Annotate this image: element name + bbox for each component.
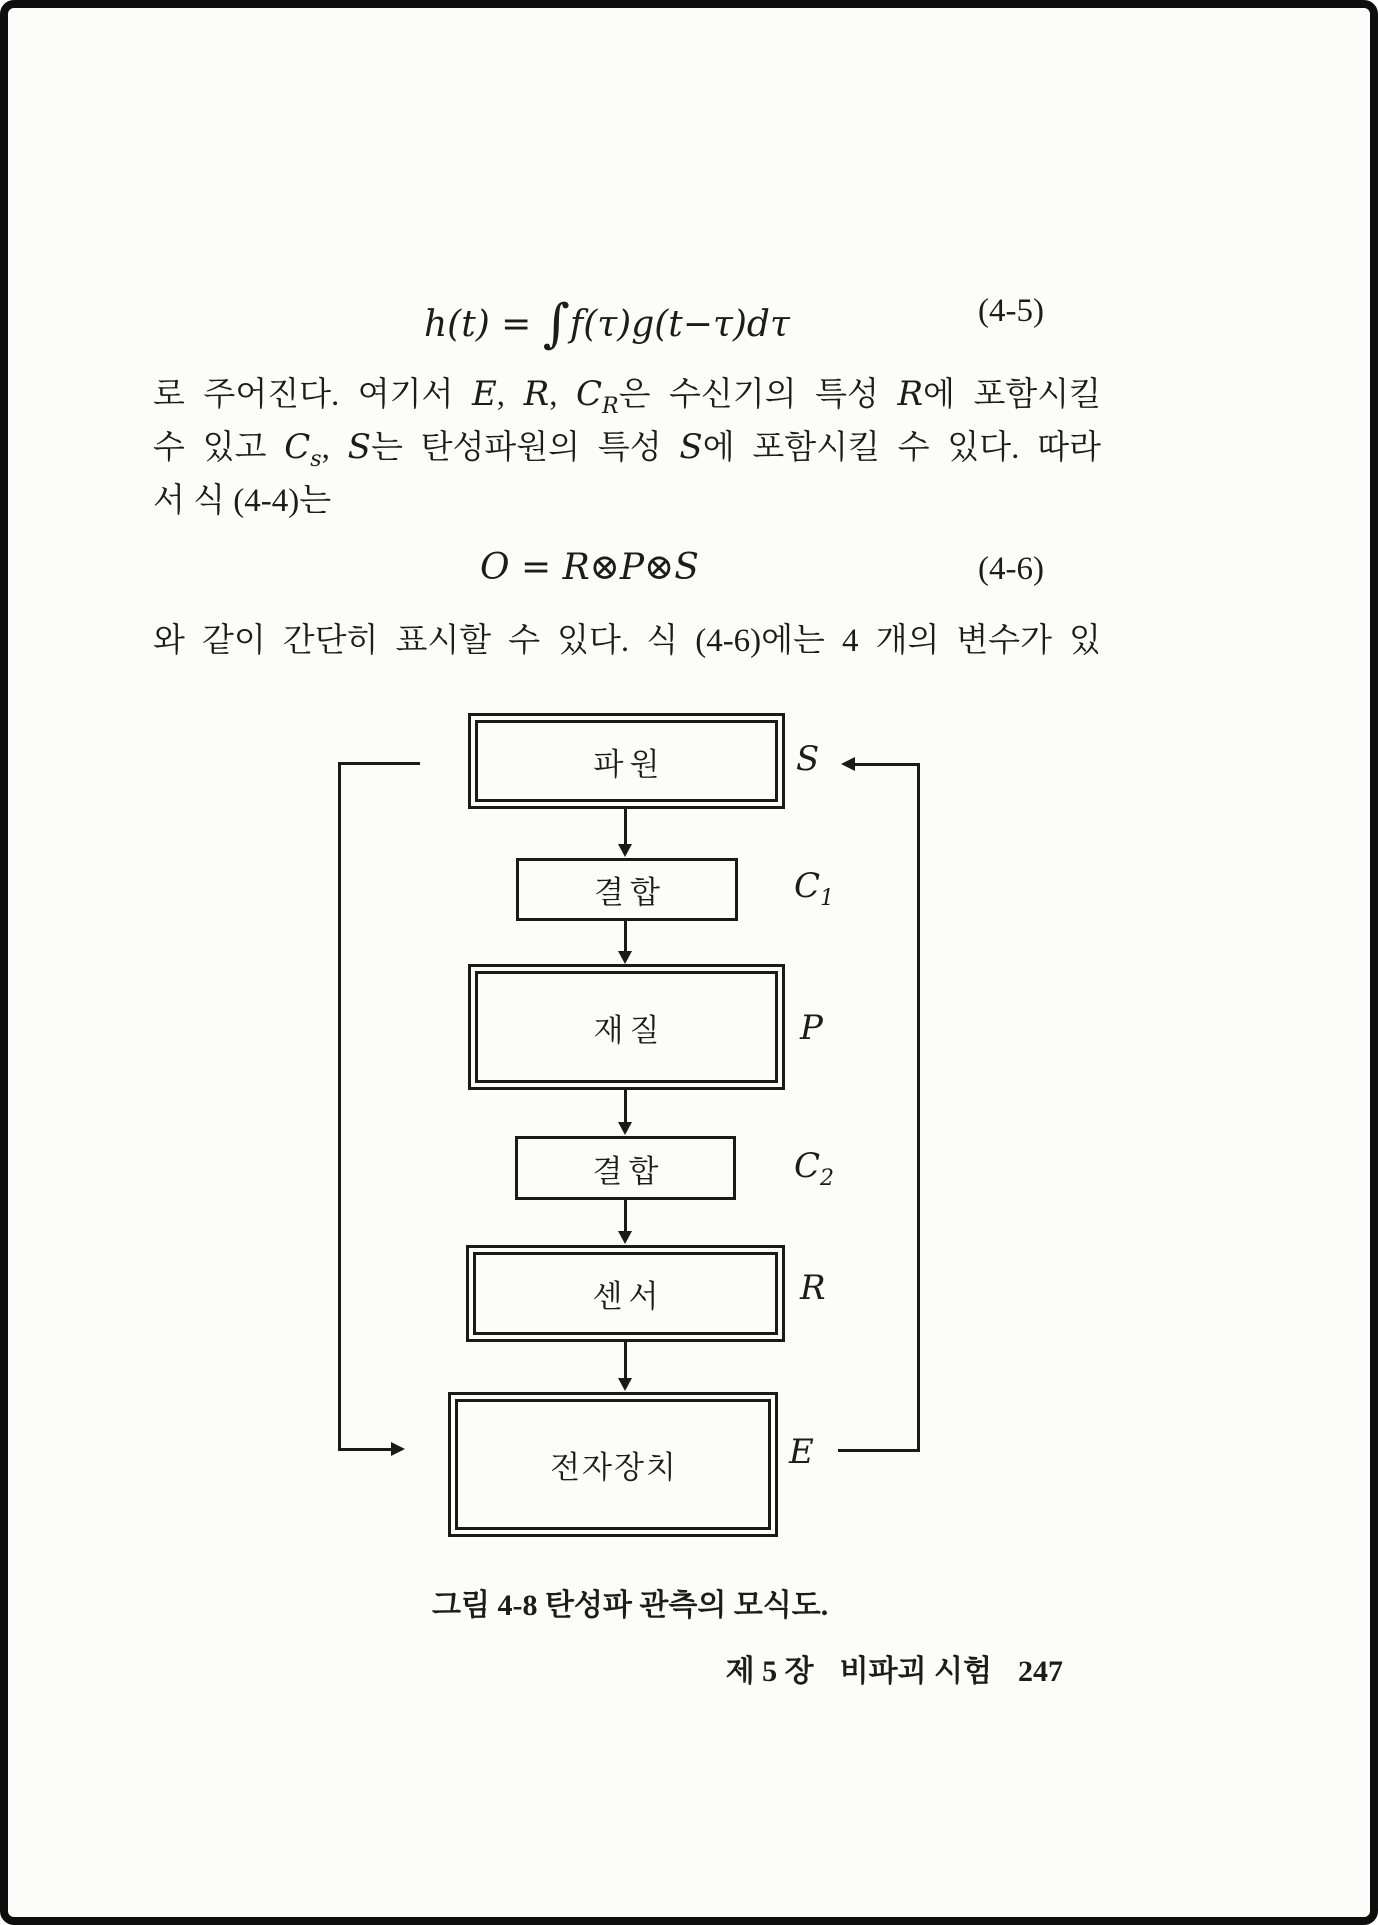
paragraph-1: [153, 368, 1101, 527]
math-sub-s: s: [310, 446, 322, 472]
equation-4-5-tag: (4-5): [978, 293, 1044, 329]
math-var-CR: [576, 374, 619, 419]
text-run: 수 있고: [153, 430, 285, 466]
text-run: C: [284, 427, 311, 467]
flow-box-coupling-2: [515, 1136, 736, 1200]
equation-4-5: [424, 289, 790, 354]
equation-4-6: [480, 546, 699, 588]
text-run: 는 탄성파원의 특성: [370, 430, 680, 466]
flow-box-source: [468, 713, 785, 809]
var-label-S: S: [796, 739, 820, 779]
flow-box-electronics-label: 전자장치: [550, 1450, 678, 1485]
var-label-C2: [794, 1146, 834, 1191]
arrow-sensor-to-electronics: [624, 1342, 627, 1379]
arrow-source-to-coupling1: [624, 809, 627, 845]
text-run: 에 포함시킬: [923, 377, 1101, 413]
equation-4-5-lhs: h(t) =: [424, 304, 543, 345]
paragraph-1-line-2: [153, 421, 1101, 474]
var-label-C1: [794, 866, 834, 911]
flow-box-source-label: 파원: [593, 746, 666, 782]
right-loop-vertical-segment: [917, 763, 920, 1452]
flow-box-coupling-2-label: 결합: [592, 1153, 665, 1189]
footer-section: 비파괴 시험: [839, 1655, 992, 1688]
text-run: 서 식 (4-4)는: [153, 483, 332, 519]
footer-chapter: 제 5 장: [725, 1655, 814, 1688]
integral-symbol: ∫: [542, 294, 570, 354]
arrow-coupling2-to-sensor: [624, 1200, 627, 1232]
page-footer: [648, 1646, 1063, 1690]
math-var-R: R: [523, 374, 550, 414]
paragraph-2: [153, 614, 1101, 667]
left-loop-bottom-segment: [338, 1448, 391, 1451]
figure-caption: 그림 4-8 탄성파 관측의 모식도.: [432, 1589, 829, 1622]
right-loop-arrowhead: [841, 757, 855, 771]
arrow-material-to-coupling2: [624, 1090, 627, 1123]
paragraph-1-line-3: [153, 474, 1101, 527]
text-run: 에 포함시킬 수 있다. 따라: [702, 430, 1102, 466]
flow-box-coupling-1-label: 결합: [594, 875, 666, 910]
text-run: ,: [496, 377, 524, 413]
right-loop-top-segment: [855, 763, 920, 766]
left-loop-arrowhead: [391, 1442, 405, 1456]
equation-4-6-tag: (4-6): [978, 551, 1044, 587]
var-label-R: R: [800, 1268, 826, 1308]
flow-box-material: [468, 964, 785, 1090]
right-loop-bottom-segment: [838, 1449, 920, 1452]
text-run: ,: [321, 430, 348, 466]
text-run: C: [576, 374, 603, 414]
text-run: 로 주어진다. 여기서: [153, 377, 472, 413]
text-run: 은 수신기의 특성: [618, 377, 898, 413]
var-main: C: [794, 866, 821, 906]
left-loop-vertical-segment: [338, 762, 341, 1451]
math-var-S: S: [679, 427, 703, 467]
var-label-E: E: [789, 1432, 814, 1472]
equation-4-5-rhs: f(τ)g(t−τ)dτ: [569, 304, 790, 345]
footer-page-number: 247: [1018, 1655, 1063, 1688]
math-sub-R: R: [602, 393, 619, 419]
var-main: C: [794, 1146, 821, 1186]
left-loop-top-segment: [338, 762, 420, 765]
flow-box-sensor: [466, 1245, 785, 1342]
math-var-S: S: [347, 427, 371, 467]
var-label-P: P: [800, 1008, 823, 1048]
paragraph-1-line-1: [153, 368, 1101, 421]
flow-box-electronics: [448, 1392, 778, 1537]
math-var-Cs: [284, 427, 322, 472]
paragraph-2-line-1: 와 같이 간단히 표시할 수 있다. 식 (4-6)에는 4 개의 변수가 있: [153, 623, 1101, 659]
flow-box-sensor-label: 센서: [592, 1279, 665, 1314]
equation-4-6-body: O = R⊗P⊗S: [480, 547, 699, 588]
text-run: ,: [549, 377, 577, 413]
var-sub: 2: [820, 1165, 835, 1191]
flow-box-coupling-1: [516, 858, 738, 921]
flow-box-material-label: 재질: [593, 1012, 666, 1048]
arrow-coupling1-to-material: [624, 921, 627, 952]
math-var-E: E: [471, 374, 497, 414]
var-sub: 1: [820, 885, 835, 911]
math-var-R: R: [897, 374, 924, 414]
